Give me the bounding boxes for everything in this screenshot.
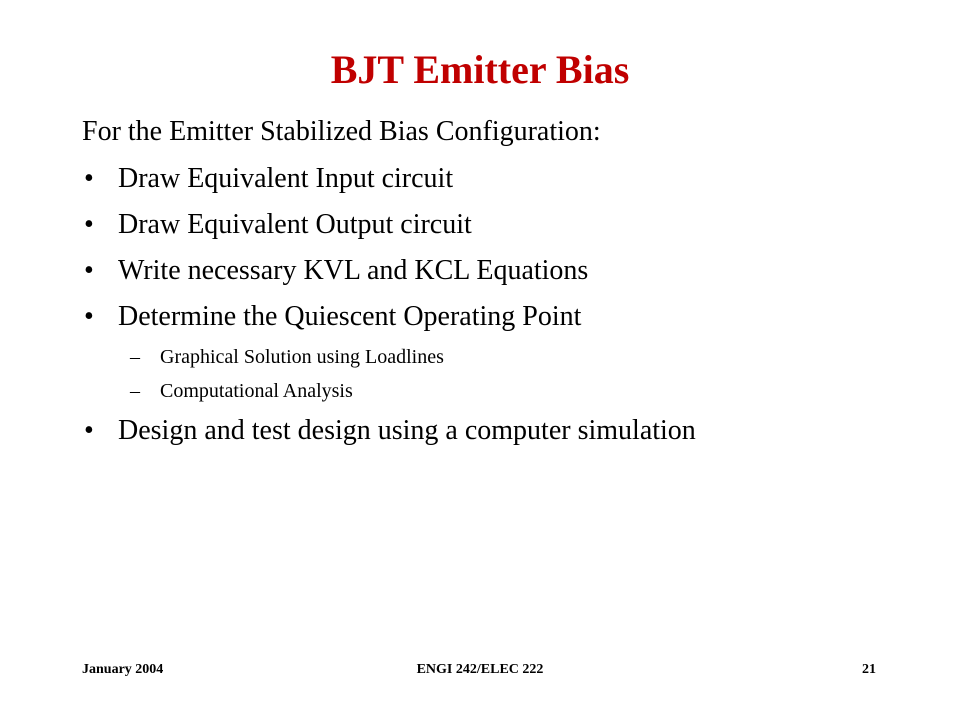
bullet-text: Draw Equivalent Output circuit: [118, 209, 472, 240]
sub-bullet-mark: –: [130, 346, 140, 368]
bullet-item: [82, 159, 922, 199]
intro-text: For the Emitter Stabilized Bias Configuration:: [82, 116, 601, 147]
bullet-mark: •: [84, 163, 94, 194]
sub-bullet-text: Computational Analysis: [160, 380, 353, 402]
bullet-item: [82, 205, 922, 245]
bullet-text: Draw Equivalent Input circuit: [118, 163, 454, 194]
bullet-item: [82, 251, 922, 291]
bullet-text: Determine the Quiescent Operating Point: [118, 301, 582, 332]
bullet-mark: •: [84, 301, 94, 332]
sub-bullet-text: Graphical Solution using Loadlines: [160, 346, 444, 368]
footer-date: January 2004: [82, 662, 164, 677]
footer-course: ENGI 242/ELEC 222: [416, 662, 544, 677]
sub-bullet-mark: –: [130, 380, 140, 402]
sub-bullet-list: [82, 343, 922, 405]
bullet-mark: •: [84, 255, 94, 286]
bullet-item: [82, 411, 922, 451]
bullet-item: [82, 297, 922, 337]
sub-bullet-item: [82, 343, 922, 371]
slide-content: [82, 112, 922, 457]
bullet-mark: •: [84, 209, 94, 240]
sub-bullet-item: [82, 377, 922, 405]
slide-title: BJT Emitter Bias: [330, 47, 630, 92]
bullet-mark: •: [84, 415, 94, 446]
bullet-text: Design and test design using a computer simulation: [118, 415, 696, 446]
footer-page-number: 21: [862, 662, 876, 677]
bullet-text: Write necessary KVL and KCL Equations: [118, 255, 589, 286]
